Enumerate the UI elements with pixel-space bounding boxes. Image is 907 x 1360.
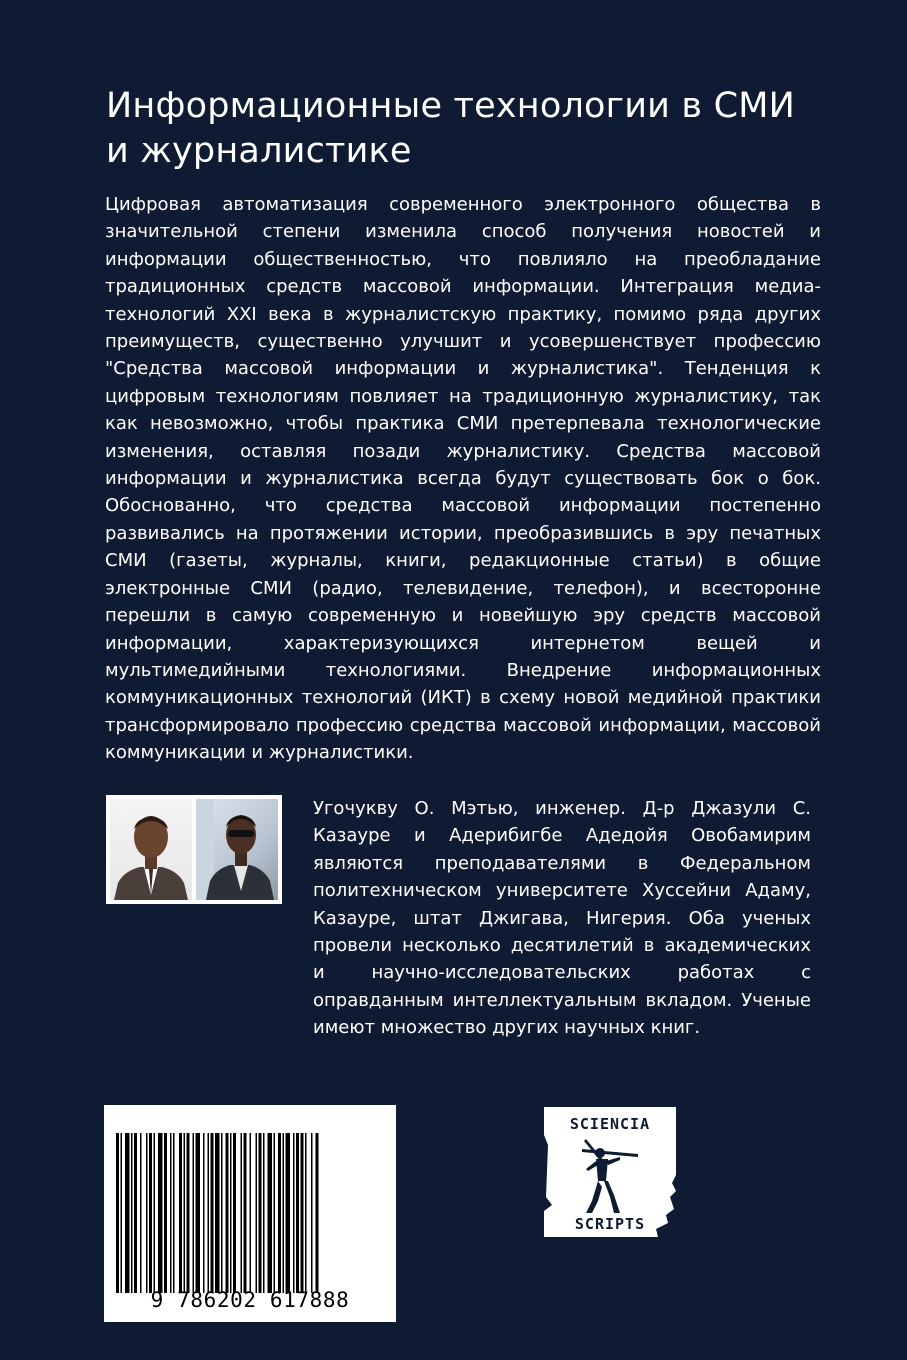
barcode bbox=[104, 1105, 396, 1322]
barcode-bar bbox=[274, 1133, 276, 1293]
barcode-bar bbox=[278, 1133, 281, 1293]
barcode-bar bbox=[259, 1133, 262, 1293]
barcode-bar bbox=[184, 1133, 186, 1293]
barcode-bar bbox=[158, 1133, 163, 1293]
barcode-bar bbox=[140, 1133, 142, 1293]
barcode-bar bbox=[256, 1133, 258, 1293]
barcode-bar bbox=[286, 1133, 291, 1293]
barcode-bar bbox=[311, 1133, 313, 1293]
isbn-number: 9 786202 617888 bbox=[150, 1288, 350, 1312]
barcode-bar bbox=[241, 1133, 243, 1293]
barcode-bar bbox=[154, 1133, 156, 1293]
publisher-logo bbox=[542, 1105, 678, 1239]
barcode-bar bbox=[301, 1133, 304, 1293]
barcode-bars bbox=[114, 1133, 386, 1293]
barcode-bar bbox=[121, 1133, 123, 1293]
barcode-bar bbox=[233, 1133, 236, 1293]
author-bio: Угочукву О. Мэтью, инженер. Д-р Джазули С. Казауре и Адерибигбе Адедойя Овобамирим являются преподавателями в Федеральном политехническом университете Хуссейни Адаму, Казауре, штат Джигава, Нигерия. Оба ученых провели несколько десятилетий в академических и научно-исследовательских работах с оправданным интеллектуальным вкладом. Ученые имеют множество других научных книг. bbox=[313, 798, 811, 1039]
barcode-bar bbox=[296, 1133, 299, 1293]
barcode-bar bbox=[211, 1133, 214, 1293]
barcode-bar bbox=[263, 1133, 265, 1293]
barcode-bar bbox=[125, 1133, 130, 1293]
barcode-bar bbox=[250, 1133, 252, 1293]
person-icon bbox=[110, 799, 192, 900]
barcode-bar bbox=[146, 1133, 148, 1293]
barcode-bar bbox=[208, 1133, 210, 1293]
author-photo-2 bbox=[196, 799, 278, 900]
barcode-bar bbox=[170, 1133, 172, 1293]
book-title: Информационные технологии в СМИ и журналистике bbox=[106, 86, 796, 171]
barcode-bar bbox=[203, 1133, 205, 1293]
barcode-bar bbox=[173, 1133, 175, 1293]
barcode-bar bbox=[164, 1133, 167, 1293]
barcode-bar bbox=[134, 1133, 137, 1293]
person-icon bbox=[196, 799, 278, 900]
barcode-bar bbox=[179, 1133, 182, 1293]
barcode-bar bbox=[196, 1133, 201, 1293]
publisher-name-bottom: SCRIPTS bbox=[574, 1215, 646, 1233]
barcode-bar bbox=[187, 1133, 190, 1293]
barcode-bar bbox=[116, 1133, 119, 1293]
barcode-bar bbox=[293, 1133, 295, 1293]
barcode-bar bbox=[215, 1133, 220, 1293]
barcode-bar bbox=[230, 1133, 232, 1293]
author-photo-1 bbox=[110, 799, 192, 900]
barcode-bar bbox=[268, 1133, 273, 1293]
barcode-bar bbox=[193, 1133, 195, 1293]
author-photos bbox=[106, 795, 282, 904]
publisher-name-top: SCIENCIA bbox=[569, 1115, 651, 1133]
barcode-bar bbox=[283, 1133, 285, 1293]
barcode-bar bbox=[226, 1133, 229, 1293]
barcode-bar bbox=[149, 1133, 152, 1293]
barcode-bar bbox=[131, 1133, 133, 1293]
barcode-bar bbox=[316, 1133, 319, 1293]
book-description: Цифровая автоматизация современного электронного общества в значительной степени изменила способ получения новостей и информации общественностью, что повлияло на преобладание традиционных средств массовой информации. Интеграция медиа-технологий XXI века в журналистскую практику, помимо ряда других преимуществ, существенно улучшит и усовершенствует профессию "Средства массовой информации и журналистика". Тенденция к цифровым технологиям повлияет на традиционную журналистику, так как невозможно, чтобы практика СМИ претерпевала технологические изменения, оставляя позади журналистику. Средства массовой информации и журналистика всегда будут существовать бок о бок. Обоснованно, что средства массовой информации постепенно развивались на протяжении истории, преобразившись в эру печатных СМИ (газеты, журналы, книги, редакционные статьи) в общие электронные СМИ (радио, телевидение, телефон), и всесторонне перешли в самую современную и новейшую эру средств массовой информации, характеризующихся интернетом вещей и мультимедийными технологиями. Внедрение информационных коммуникационных технологий (ИКТ) в схему новой медийной практики трансформировало профессию средства массовой информации, массовой коммуникации и журналистики. bbox=[105, 194, 821, 764]
barcode-bar bbox=[305, 1133, 307, 1293]
barcode-bar bbox=[244, 1133, 247, 1293]
barcode-bar bbox=[221, 1133, 223, 1293]
